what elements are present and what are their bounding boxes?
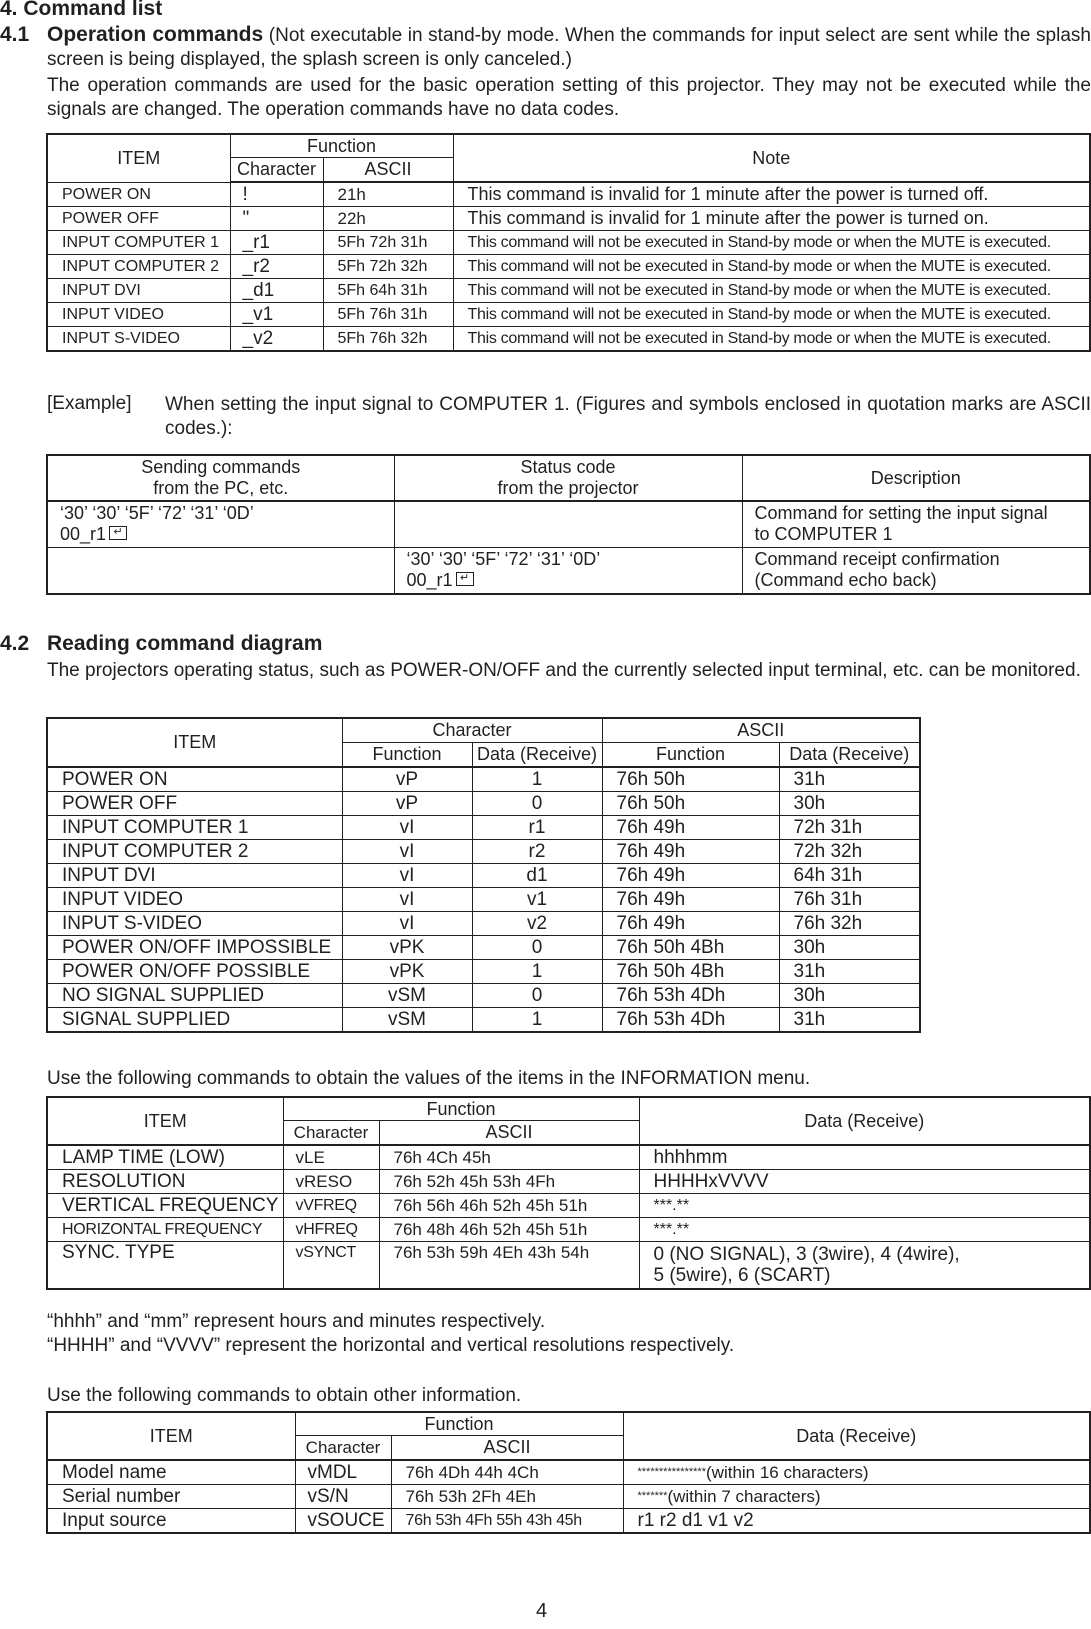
cell-ascii-function: 76h 50h <box>602 792 779 816</box>
cell-ascii: 22h <box>323 207 453 231</box>
note-hours-minutes: “hhhh” and “mm” represent hours and minutes respectively. <box>47 1311 546 1332</box>
cell-ascii: 76h 4Dh 44h 4Ch <box>391 1460 623 1485</box>
section-title: Reading command diagram <box>47 632 323 655</box>
table-row <box>47 303 1090 327</box>
section-4-1-intro <box>0 23 1091 72</box>
cell-character: vLE <box>283 1145 379 1170</box>
cell-character: _d1 <box>230 279 323 303</box>
col-header-ascii: ASCII <box>379 1121 639 1146</box>
cell-note: This command will not be executed in Stand-by mode or when the MUTE is executed. <box>453 303 1090 327</box>
cell-data: ***.** <box>639 1218 1090 1242</box>
cell-item: Model name <box>47 1460 295 1485</box>
cell-data: hhhhmm <box>639 1145 1090 1170</box>
cell-char-data: 1 <box>472 767 602 792</box>
cell-ascii: 76h 53h 2Fh 4Eh <box>391 1485 623 1509</box>
cell-item: INPUT COMPUTER 1 <box>47 231 230 255</box>
cell-character: vVFREQ <box>283 1194 379 1218</box>
cell-ascii-function: 76h 50h 4Bh <box>602 936 779 960</box>
table-row <box>47 1242 1090 1290</box>
cell-data: ***.** <box>639 1194 1090 1218</box>
cell-ascii-data: 31h <box>779 960 920 984</box>
cell-item: LAMP TIME (LOW) <box>47 1145 283 1170</box>
cell-item: INPUT COMPUTER 2 <box>47 840 342 864</box>
table-row <box>47 1218 1090 1242</box>
col-header-function: Function <box>283 1097 639 1121</box>
table-row <box>47 1194 1090 1218</box>
table-row <box>47 960 920 984</box>
cell-character: _v1 <box>230 303 323 327</box>
cell-ascii-data: 30h <box>779 936 920 960</box>
cell-ascii-function: 76h 49h <box>602 888 779 912</box>
col-header-ascii: ASCII <box>602 718 920 743</box>
page-number: 4 <box>536 1600 548 1622</box>
col-header-status: Status code from the projector <box>394 455 742 501</box>
table-row <box>47 1145 1090 1170</box>
cell-sending <box>47 548 394 595</box>
cell-ascii-function: 76h 49h <box>602 840 779 864</box>
cell-ascii-function: 76h 49h <box>602 912 779 936</box>
cell-character: _r2 <box>230 255 323 279</box>
cell-ascii-function: 76h 53h 4Dh <box>602 984 779 1008</box>
table-row <box>47 1509 1090 1534</box>
cell-char-function: vPK <box>342 960 472 984</box>
cell-character: _r1 <box>230 231 323 255</box>
cell-data: ****************(within 16 characters) <box>623 1460 1090 1485</box>
operation-commands-table <box>46 133 1091 352</box>
cell-item: NO SIGNAL SUPPLIED <box>47 984 342 1008</box>
col-header-character: Character <box>230 158 323 183</box>
cell-ascii: 21h <box>323 182 453 207</box>
cell-char-data: d1 <box>472 864 602 888</box>
table-row <box>47 279 1090 303</box>
table-row <box>47 1485 1090 1509</box>
cell-status <box>394 501 742 548</box>
col-header-item: ITEM <box>47 134 230 182</box>
cell-char-data: r2 <box>472 840 602 864</box>
cell-char-function: vI <box>342 912 472 936</box>
col-header-function: Function <box>295 1412 623 1436</box>
col-header-char-function: Function <box>342 743 472 768</box>
cell-ascii: 5Fh 64h 31h <box>323 279 453 303</box>
cell-character: vS/N <box>295 1485 391 1509</box>
cell-char-function: vSM <box>342 1008 472 1033</box>
cell-item: INPUT DVI <box>47 279 230 303</box>
col-header-ascii: ASCII <box>323 158 453 183</box>
cell-char-data: 0 <box>472 984 602 1008</box>
cell-item: Serial number <box>47 1485 295 1509</box>
table-row <box>47 207 1090 231</box>
cell-data: r1 r2 d1 v1 v2 <box>623 1509 1090 1534</box>
cell-ascii-data: 31h <box>779 767 920 792</box>
cell-char-data: 0 <box>472 792 602 816</box>
cell-item: INPUT DVI <box>47 864 342 888</box>
section-number: 4.1 <box>0 23 30 46</box>
operation-commands-paragraph: The operation commands are used for the basic operation setting of this projector. They may not be executed while the signals are changed. The operation commands have no data codes. <box>47 75 1091 120</box>
table-row <box>47 231 1090 255</box>
cell-ascii-data: 30h <box>779 984 920 1008</box>
enter-key-icon: ↵ <box>456 572 474 586</box>
cell-description: Command receipt confirmation (Command echo back) <box>742 548 1090 595</box>
col-header-char-data: Data (Receive) <box>472 743 602 768</box>
col-header-character: Character <box>283 1121 379 1146</box>
cell-note: This command is invalid for 1 minute after the power is turned off. <box>453 182 1090 207</box>
cell-item: POWER OFF <box>47 207 230 231</box>
cell-ascii-data: 76h 31h <box>779 888 920 912</box>
section-number: 4.2 <box>0 632 30 655</box>
cell-note: This command will not be executed in Stand-by mode or when the MUTE is executed. <box>453 255 1090 279</box>
table-row <box>47 255 1090 279</box>
cell-item: INPUT VIDEO <box>47 303 230 327</box>
table-row <box>47 1170 1090 1194</box>
cell-ascii-function: 76h 49h <box>602 864 779 888</box>
cell-ascii: 76h 53h 4Fh 55h 43h 45h <box>391 1509 623 1534</box>
cell-note: This command will not be executed in Stand-by mode or when the MUTE is executed. <box>453 279 1090 303</box>
cell-char-data: 0 <box>472 936 602 960</box>
cell-char-function: vI <box>342 840 472 864</box>
note-resolutions: “HHHH” and “VVVV” represent the horizontal and vertical resolutions respectively. <box>47 1335 735 1356</box>
cell-item: RESOLUTION <box>47 1170 283 1194</box>
cell-ascii: 5Fh 76h 32h <box>323 327 453 352</box>
cell-note: This command will not be executed in Stand-by mode or when the MUTE is executed. <box>453 327 1090 352</box>
cell-item: POWER ON <box>47 767 342 792</box>
cell-item: INPUT S-VIDEO <box>47 912 342 936</box>
cell-item: INPUT COMPUTER 2 <box>47 255 230 279</box>
example-label: [Example] <box>47 393 132 414</box>
cell-character: " <box>230 207 323 231</box>
cell-sending: ‘30’ ‘30’ ‘5F’ ‘72’ ‘31’ ‘0D’ 00_r1 ↵ <box>47 501 394 548</box>
table-row <box>47 327 1090 352</box>
info-intro: Use the following commands to obtain the values of the items in the INFORMATION menu. <box>47 1068 811 1089</box>
cell-ascii-function: 76h 50h 4Bh <box>602 960 779 984</box>
col-header-character: Character <box>295 1436 391 1461</box>
enter-key-icon: ↵ <box>109 526 127 540</box>
table-row <box>47 182 1090 207</box>
section-intro-text: (Not executable in stand-by mode. When the commands for input select are sent while the splash screen is being displayed, the splash screen is only canceled.) <box>47 25 1091 70</box>
cell-char-function: vP <box>342 792 472 816</box>
cell-ascii-data: 30h <box>779 792 920 816</box>
col-header-character: Character <box>342 718 602 743</box>
table-row <box>47 548 1090 595</box>
cell-ascii-function: 76h 53h 4Dh <box>602 1008 779 1033</box>
cell-ascii-function: 76h 50h <box>602 767 779 792</box>
cell-item: INPUT VIDEO <box>47 888 342 912</box>
table-row <box>47 984 920 1008</box>
col-header-ascii-data: Data (Receive) <box>779 743 920 768</box>
reading-command-paragraph: The projectors operating status, such as POWER-ON/OFF and the currently selected input terminal, etc. can be monitored. <box>47 660 1081 681</box>
col-header-ascii-function: Function <box>602 743 779 768</box>
section-4-2-heading <box>0 632 1091 656</box>
cell-ascii: 76h 48h 46h 52h 45h 51h <box>379 1218 639 1242</box>
cell-char-function: vSM <box>342 984 472 1008</box>
cell-note: This command is invalid for 1 minute after the power is turned on. <box>453 207 1090 231</box>
cell-char-function: vI <box>342 864 472 888</box>
cell-ascii-function: 76h 49h <box>602 816 779 840</box>
cell-item: POWER ON <box>47 182 230 207</box>
cell-note: This command will not be executed in Stand-by mode or when the MUTE is executed. <box>453 231 1090 255</box>
section-title: Operation commands <box>47 23 264 46</box>
table-row <box>47 1008 920 1033</box>
cell-ascii-data: 72h 32h <box>779 840 920 864</box>
cell-char-data: v2 <box>472 912 602 936</box>
col-header-note: Note <box>453 134 1090 182</box>
table-row <box>47 936 920 960</box>
table-row <box>47 864 920 888</box>
cell-description: Command for setting the input signal to COMPUTER 1 <box>742 501 1090 548</box>
cell-item: SIGNAL SUPPLIED <box>47 1008 342 1033</box>
table-row <box>47 912 920 936</box>
col-header-data: Data (Receive) <box>639 1097 1090 1145</box>
cell-character: ! <box>230 182 323 207</box>
col-header-item: ITEM <box>47 718 342 767</box>
cell-character: vSYNCT <box>283 1242 379 1290</box>
cell-character: vSOUCE <box>295 1509 391 1534</box>
cell-item: HORIZONTAL FREQUENCY <box>47 1218 283 1242</box>
col-header-item: ITEM <box>47 1412 295 1460</box>
cell-item: INPUT S-VIDEO <box>47 327 230 352</box>
cell-char-data: 1 <box>472 960 602 984</box>
cell-data: *******(within 7 characters) <box>623 1485 1090 1509</box>
cell-item: Input source <box>47 1509 295 1534</box>
table-row <box>47 767 920 792</box>
cell-data: HHHHxVVVV <box>639 1170 1090 1194</box>
cell-character: vMDL <box>295 1460 391 1485</box>
cell-item: POWER OFF <box>47 792 342 816</box>
cell-ascii-data: 64h 31h <box>779 864 920 888</box>
cell-character: vHFREQ <box>283 1218 379 1242</box>
col-header-function: Function <box>230 134 453 158</box>
cell-data: 0 (NO SIGNAL), 3 (3wire), 4 (4wire), 5 (5wire), 6 (SCART) <box>639 1242 1090 1290</box>
cell-ascii: 76h 4Ch 45h <box>379 1145 639 1170</box>
cell-item: POWER ON/OFF POSSIBLE <box>47 960 342 984</box>
cell-ascii-data: 72h 31h <box>779 816 920 840</box>
table-row <box>47 792 920 816</box>
cell-ascii: 76h 53h 59h 4Eh 43h 54h <box>379 1242 639 1290</box>
other-intro: Use the following commands to obtain other information. <box>47 1385 522 1406</box>
col-header-data: Data (Receive) <box>623 1412 1090 1460</box>
cell-ascii-data: 31h <box>779 1008 920 1033</box>
cell-ascii: 5Fh 72h 31h <box>323 231 453 255</box>
table-row <box>47 501 1090 548</box>
page-heading: 4. Command list <box>0 0 163 20</box>
cell-char-function: vI <box>342 816 472 840</box>
reading-command-table <box>46 717 921 1033</box>
cell-item: SYNC. TYPE <box>47 1242 283 1290</box>
cell-character: _v2 <box>230 327 323 352</box>
table-row <box>47 1460 1090 1485</box>
cell-char-data: r1 <box>472 816 602 840</box>
cell-ascii: 76h 56h 46h 52h 45h 51h <box>379 1194 639 1218</box>
example-table <box>46 454 1091 595</box>
table-row <box>47 840 920 864</box>
cell-char-function: vPK <box>342 936 472 960</box>
table-row <box>47 888 920 912</box>
cell-character: vRESO <box>283 1170 379 1194</box>
col-header-item: ITEM <box>47 1097 283 1145</box>
cell-ascii: 5Fh 72h 32h <box>323 255 453 279</box>
col-header-ascii: ASCII <box>391 1436 623 1461</box>
col-header-sending: Sending commands from the PC, etc. <box>47 455 394 501</box>
example-text: When setting the input signal to COMPUTER 1. (Figures and symbols enclosed in quotation marks are ASCII codes.): <box>165 394 1091 439</box>
other-information-table <box>46 1411 1091 1534</box>
cell-item: INPUT COMPUTER 1 <box>47 816 342 840</box>
cell-ascii: 5Fh 76h 31h <box>323 303 453 327</box>
col-header-description: Description <box>742 455 1090 501</box>
cell-char-function: vI <box>342 888 472 912</box>
cell-char-function: vP <box>342 767 472 792</box>
cell-status: ‘30’ ‘30’ ‘5F’ ‘72’ ‘31’ ‘0D’ 00_r1 ↵ <box>394 548 742 595</box>
table-row <box>47 816 920 840</box>
cell-item: POWER ON/OFF IMPOSSIBLE <box>47 936 342 960</box>
cell-item: VERTICAL FREQUENCY <box>47 1194 283 1218</box>
cell-char-data: 1 <box>472 1008 602 1033</box>
information-table <box>46 1096 1091 1290</box>
cell-char-data: v1 <box>472 888 602 912</box>
cell-ascii: 76h 52h 45h 53h 4Fh <box>379 1170 639 1194</box>
cell-ascii-data: 76h 32h <box>779 912 920 936</box>
